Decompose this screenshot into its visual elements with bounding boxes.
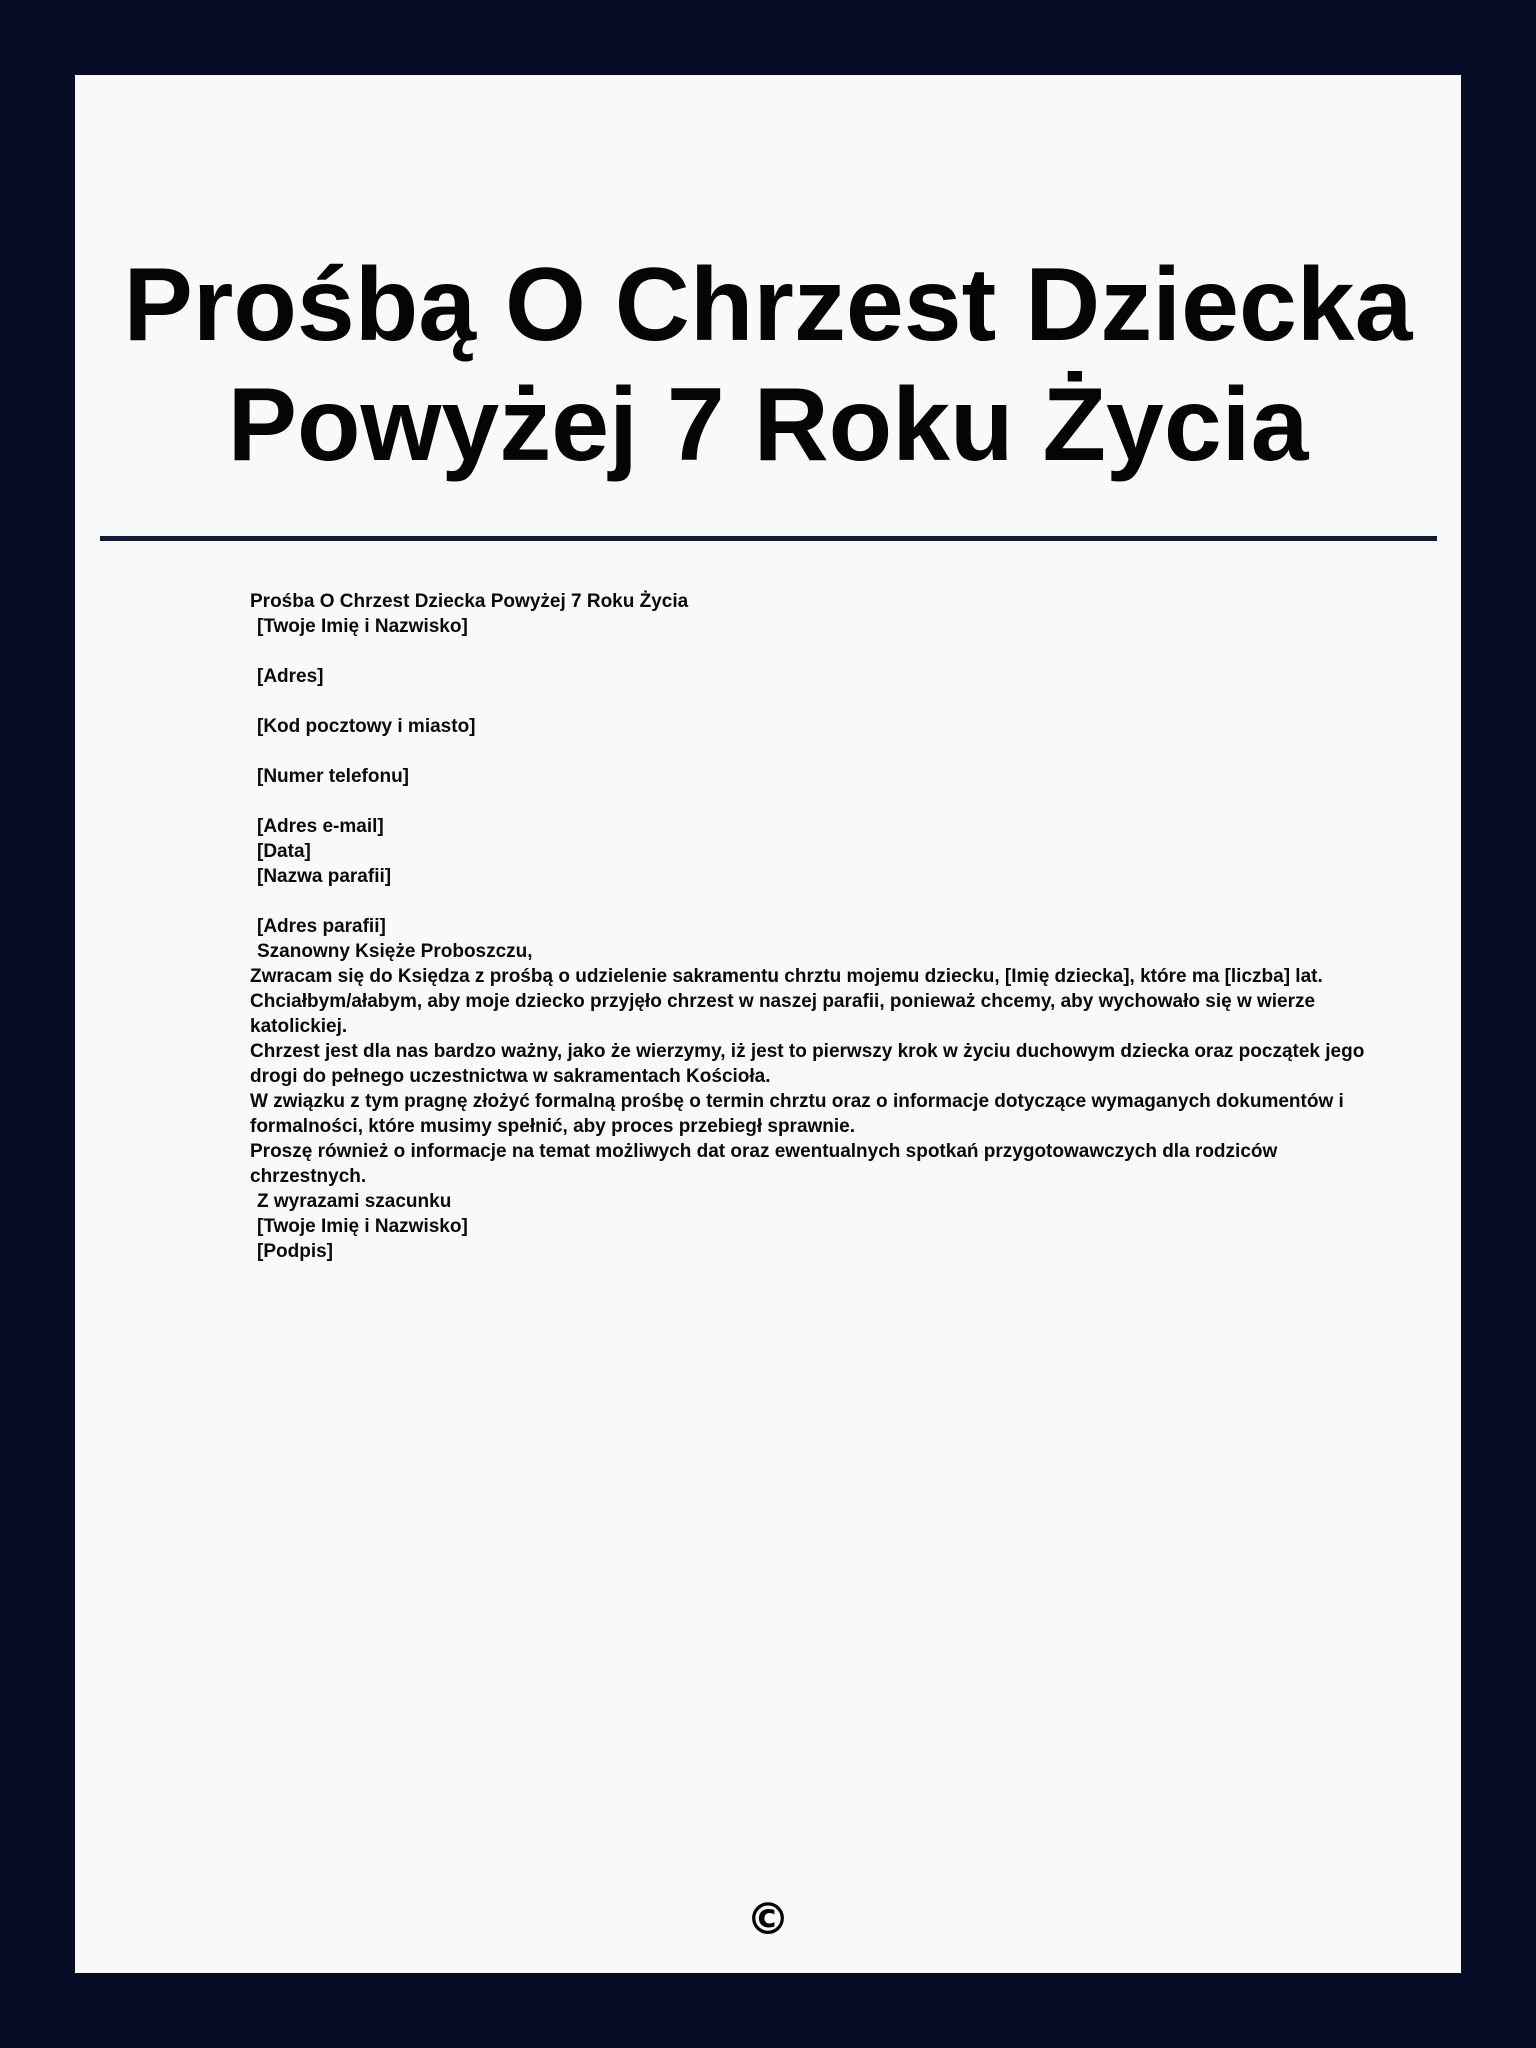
spacer — [250, 739, 1370, 764]
spacer — [250, 689, 1370, 714]
signature: [Podpis] — [257, 1241, 333, 1262]
spacer — [250, 789, 1370, 814]
letter-heading: Prośba O Chrzest Dziecka Powyżej 7 Roku Życia — [250, 591, 689, 612]
sender-name: [Twoje Imię i Nazwisko] — [257, 616, 468, 637]
spacer — [250, 639, 1370, 664]
document-title — [75, 245, 1461, 485]
paragraph-3: Chrzest jest dla nas bardzo ważny, jako że wierzymy, iż jest to pierwszy krok w życiu duchowym dziecka oraz początek jego drogi do pełnego uczestnictwa w sakramentach Kościoła. — [250, 1041, 1370, 1087]
document-page — [75, 75, 1461, 1973]
sender-postal: [Kod pocztowy i miasto] — [257, 716, 476, 737]
letter-body — [250, 589, 1370, 1264]
signature-name: [Twoje Imię i Nazwisko] — [257, 1216, 468, 1237]
closing: Z wyrazami szacunku — [257, 1191, 452, 1212]
spacer — [250, 889, 1370, 914]
paragraph-5: Proszę również o informacje na temat możliwych dat oraz ewentualnych spotkań przygotowawczych dla rodziców chrzestnych. — [250, 1141, 1283, 1187]
sender-email: [Adres e-mail] — [257, 816, 384, 837]
paragraph-1: Zwracam się do Księdza z prośbą o udzielenie sakramentu chrztu mojemu dziecku, [Imię dziecka], które ma [liczba] lat. — [250, 966, 1323, 987]
paragraph-4: W związku z tym pragnę złożyć formalną prośbę o termin chrztu oraz o informacje dotyczące wymaganych dokumentów i formalności, które musimy spełnić, aby proces przebiegł sprawnie. — [250, 1091, 1350, 1137]
salutation: Szanowny Księże Proboszczu, — [257, 941, 533, 962]
parish-address: [Adres parafii] — [257, 916, 386, 937]
title-line-2: Powyżej 7 Roku Życia — [227, 367, 1309, 483]
paragraph-2: Chciałbym/ałabym, aby moje dziecko przyjęło chrzest w naszej parafii, ponieważ chcemy, aby wychowało się w wierze katolickiej. — [250, 991, 1321, 1037]
copyright-symbol: © — [746, 1894, 790, 1945]
sender-phone: [Numer telefonu] — [257, 766, 409, 787]
letter-date: [Data] — [257, 841, 311, 862]
title-divider — [100, 536, 1437, 541]
parish-name: [Nazwa parafii] — [257, 866, 392, 887]
sender-address: [Adres] — [257, 666, 324, 687]
title-line-1: Prośbą O Chrzest Dziecka — [123, 247, 1413, 363]
